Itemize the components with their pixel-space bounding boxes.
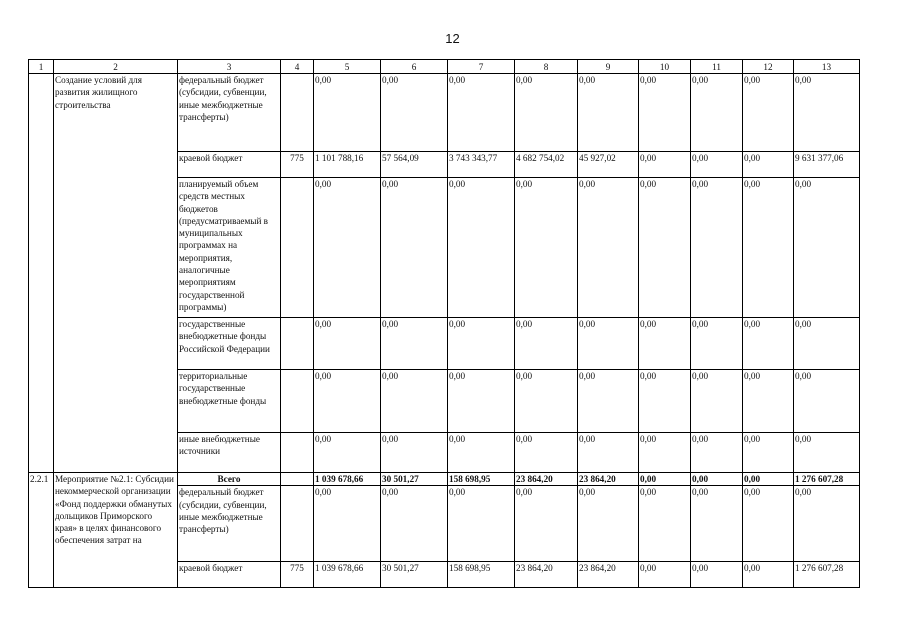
- value-cell: 0,00: [578, 486, 639, 562]
- value-cell: 0,00: [743, 318, 794, 370]
- value-cell: 23 864,20: [578, 473, 639, 486]
- column-header: 4: [281, 60, 314, 74]
- funding-source-cell: иные внебюджетные источники: [178, 433, 281, 473]
- budget-table: [28, 59, 860, 588]
- value-cell: 0,00: [691, 152, 743, 178]
- value-cell: 0,00: [515, 318, 578, 370]
- column-header: 6: [381, 60, 448, 74]
- page-number: 12: [445, 31, 460, 46]
- value-cell: 45 927,02: [578, 152, 639, 178]
- value-cell: 0,00: [794, 178, 860, 318]
- value-cell: 0,00: [314, 74, 381, 152]
- value-cell: 0,00: [691, 486, 743, 562]
- item-number-cell: [29, 178, 54, 473]
- code-cell: [281, 74, 314, 152]
- code-cell: [281, 178, 314, 318]
- value-cell: 30 501,27: [381, 562, 448, 588]
- funding-source-cell: Всего: [178, 473, 281, 486]
- value-cell: 0,00: [691, 178, 743, 318]
- header-row: [29, 60, 860, 74]
- value-cell: 0,00: [515, 178, 578, 318]
- value-cell: 0,00: [578, 74, 639, 152]
- value-cell: 0,00: [639, 562, 691, 588]
- value-cell: 4 682 754,02: [515, 152, 578, 178]
- value-cell: 23 864,20: [515, 473, 578, 486]
- funding-source-cell: территориальные государственные внебюджетные фонды: [178, 370, 281, 433]
- funding-source-cell: планируемый объем средств местных бюджетов (предусматриваемый в муниципальных программах на мероприятия, аналогичные мероприятиям государственной программы): [178, 178, 281, 318]
- funding-source-cell: государственные внебюджетные фонды Российской Федерации: [178, 318, 281, 370]
- value-cell: 0,00: [743, 152, 794, 178]
- value-cell: 0,00: [381, 318, 448, 370]
- value-cell: 30 501,27: [381, 473, 448, 486]
- value-cell: 0,00: [743, 562, 794, 588]
- code-cell: 775: [281, 152, 314, 178]
- value-cell: 0,00: [448, 486, 515, 562]
- code-cell: [281, 318, 314, 370]
- table-row: [29, 473, 860, 486]
- column-header: 8: [515, 60, 578, 74]
- item-name-cell: Создание условий для развития жилищного строительства: [54, 74, 178, 178]
- code-cell: [281, 370, 314, 433]
- value-cell: 0,00: [794, 74, 860, 152]
- value-cell: 0,00: [448, 370, 515, 433]
- value-cell: 0,00: [743, 473, 794, 486]
- value-cell: 0,00: [743, 370, 794, 433]
- value-cell: 0,00: [743, 74, 794, 152]
- value-cell: 0,00: [314, 433, 381, 473]
- value-cell: 1 101 788,16: [314, 152, 381, 178]
- value-cell: 0,00: [515, 370, 578, 433]
- value-cell: 0,00: [515, 433, 578, 473]
- value-cell: 0,00: [639, 318, 691, 370]
- value-cell: 0,00: [381, 486, 448, 562]
- value-cell: 23 864,20: [578, 562, 639, 588]
- value-cell: 0,00: [448, 318, 515, 370]
- column-header: 7: [448, 60, 515, 74]
- column-header: 2: [54, 60, 178, 74]
- value-cell: 1 039 678,66: [314, 473, 381, 486]
- item-number-cell: 2.2.1: [29, 473, 54, 588]
- value-cell: 0,00: [314, 486, 381, 562]
- column-header: 5: [314, 60, 381, 74]
- funding-source-cell: краевой бюджет: [178, 152, 281, 178]
- column-header: 3: [178, 60, 281, 74]
- code-cell: 775: [281, 562, 314, 588]
- value-cell: 0,00: [578, 433, 639, 473]
- column-header: 13: [794, 60, 860, 74]
- funding-source-cell: федеральный бюджет (субсидии, субвенции, иные межбюджетные трансферты): [178, 74, 281, 152]
- value-cell: 0,00: [448, 178, 515, 318]
- value-cell: 9 631 377,06: [794, 152, 860, 178]
- value-cell: 0,00: [639, 370, 691, 433]
- value-cell: 0,00: [314, 318, 381, 370]
- value-cell: 0,00: [794, 370, 860, 433]
- value-cell: 0,00: [691, 318, 743, 370]
- value-cell: 0,00: [448, 433, 515, 473]
- value-cell: 0,00: [794, 318, 860, 370]
- value-cell: 0,00: [381, 370, 448, 433]
- value-cell: 158 698,95: [448, 473, 515, 486]
- value-cell: 0,00: [794, 486, 860, 562]
- table-row: [29, 178, 860, 318]
- value-cell: 0,00: [743, 433, 794, 473]
- value-cell: 0,00: [639, 178, 691, 318]
- value-cell: 1 276 607,28: [794, 562, 860, 588]
- value-cell: 0,00: [691, 433, 743, 473]
- value-cell: 0,00: [639, 486, 691, 562]
- value-cell: 158 698,95: [448, 562, 515, 588]
- value-cell: 0,00: [578, 178, 639, 318]
- item-name-cell: [54, 178, 178, 473]
- value-cell: 0,00: [794, 433, 860, 473]
- value-cell: 0,00: [639, 433, 691, 473]
- code-cell: [281, 473, 314, 486]
- value-cell: 0,00: [314, 370, 381, 433]
- value-cell: 0,00: [515, 74, 578, 152]
- table-row: [29, 74, 860, 152]
- value-cell: 0,00: [381, 433, 448, 473]
- value-cell: 0,00: [314, 178, 381, 318]
- item-name-cell: Мероприятие №2.1: Субсидии некоммерческой организации «Фонд поддержки обманутых дольщиков Приморского края» в целях финансового обеспечения затрат на: [54, 473, 178, 588]
- value-cell: 0,00: [691, 370, 743, 433]
- value-cell: 57 564,09: [381, 152, 448, 178]
- item-number-cell: [29, 74, 54, 178]
- code-cell: [281, 433, 314, 473]
- value-cell: 0,00: [578, 370, 639, 433]
- column-header: 12: [743, 60, 794, 74]
- value-cell: 0,00: [691, 473, 743, 486]
- value-cell: 0,00: [691, 74, 743, 152]
- column-header: 10: [639, 60, 691, 74]
- column-header: 1: [29, 60, 54, 74]
- value-cell: 0,00: [639, 74, 691, 152]
- value-cell: 0,00: [743, 178, 794, 318]
- code-cell: [281, 486, 314, 562]
- funding-source-cell: краевой бюджет: [178, 562, 281, 588]
- value-cell: 0,00: [639, 473, 691, 486]
- value-cell: 0,00: [515, 486, 578, 562]
- value-cell: 0,00: [381, 74, 448, 152]
- value-cell: 0,00: [639, 152, 691, 178]
- value-cell: 0,00: [743, 486, 794, 562]
- value-cell: 0,00: [448, 74, 515, 152]
- value-cell: 3 743 343,77: [448, 152, 515, 178]
- column-header: 11: [691, 60, 743, 74]
- value-cell: 1 039 678,66: [314, 562, 381, 588]
- funding-source-cell: федеральный бюджет (субсидии, субвенции, иные межбюджетные трансферты): [178, 486, 281, 562]
- column-header: 9: [578, 60, 639, 74]
- value-cell: 0,00: [381, 178, 448, 318]
- value-cell: 23 864,20: [515, 562, 578, 588]
- value-cell: 1 276 607,28: [794, 473, 860, 486]
- value-cell: 0,00: [691, 562, 743, 588]
- value-cell: 0,00: [578, 318, 639, 370]
